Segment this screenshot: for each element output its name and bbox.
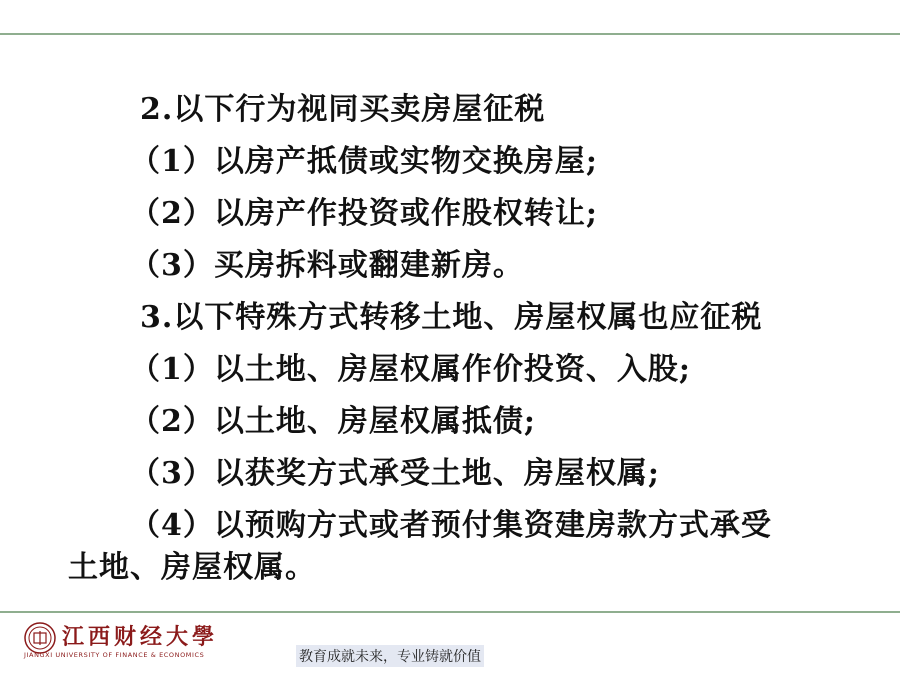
list-item: （2）以土地、房屋权属抵债; (130, 404, 536, 439)
bottom-divider (0, 611, 900, 613)
list-item: （1）以土地、房屋权属作价投资、入股; (130, 352, 691, 387)
footer-slogan: 教育成就未来，专业铸就价值 (296, 645, 484, 667)
logo-name: 江西财经大學 (62, 624, 219, 650)
list-item: （4）以预购方式或者预付集资建房款方式承受 (130, 508, 772, 543)
university-logo (24, 620, 244, 660)
list-item: （2）以房产作投资或作股权转让; (130, 196, 598, 231)
heading-item-3: 3.以下特殊方式转移土地、房屋权属也应征税 (140, 300, 763, 335)
logo-english-name: JIANGXI UNIVERSITY OF FINANCE & ECONOMICS (24, 651, 205, 659)
seal-icon (24, 622, 56, 654)
top-divider (0, 33, 900, 35)
heading-item-2: 2.以下行为视同买卖房屋征税 (140, 92, 546, 127)
list-item-continuation: 土地、房屋权属。 (68, 550, 316, 585)
list-item: （3）买房拆料或翻建新房。 (130, 248, 524, 283)
list-item: （3）以获奖方式承受土地、房屋权属; (130, 456, 660, 491)
list-item: （1）以房产抵债或实物交换房屋; (130, 144, 598, 179)
